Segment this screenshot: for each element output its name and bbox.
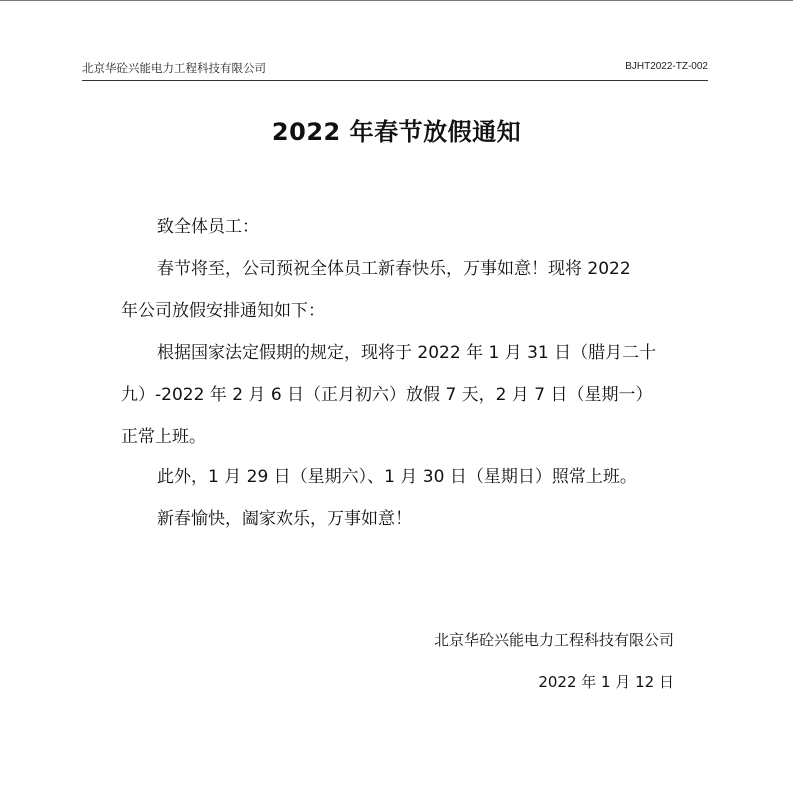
signature-company: 北京华砼兴能电力工程科技有限公司 <box>433 631 674 649</box>
notice-title: 2022 年春节放假通知 <box>271 118 522 146</box>
header-document-number: BJHT2022-TZ-002 <box>625 61 708 72</box>
page-top-border <box>0 0 793 1</box>
paragraph-4: 新春愉快，阖家欢乐，万事如意！ <box>157 509 412 529</box>
greeting: 致全体员工： <box>157 217 259 237</box>
paragraph-2-line-3: 正常上班。 <box>121 427 206 447</box>
paragraph-1-line-1: 春节将至，公司预祝全体员工新春快乐，万事如意！现将 2022 <box>157 259 631 279</box>
paragraph-2-line-2: 九）-2022 年 2 月 6 日（正月初六）放假 7 天，2 月 7 日（星期一） <box>121 385 653 405</box>
signature-date: 2022 年 1 月 12 日 <box>538 673 674 691</box>
paragraph-2-line-1: 根据国家法定假期的规定，现将于 2022 年 1 月 31 日（腊月二十 <box>157 343 657 363</box>
header-company-name: 北京华砼兴能电力工程科技有限公司 <box>82 61 266 75</box>
paragraph-1-line-2: 年公司放假安排通知如下： <box>121 301 325 321</box>
paragraph-3: 此外，1 月 29 日（星期六）、1 月 30 日（星期日）照常上班。 <box>157 467 637 487</box>
document-header <box>82 58 708 81</box>
